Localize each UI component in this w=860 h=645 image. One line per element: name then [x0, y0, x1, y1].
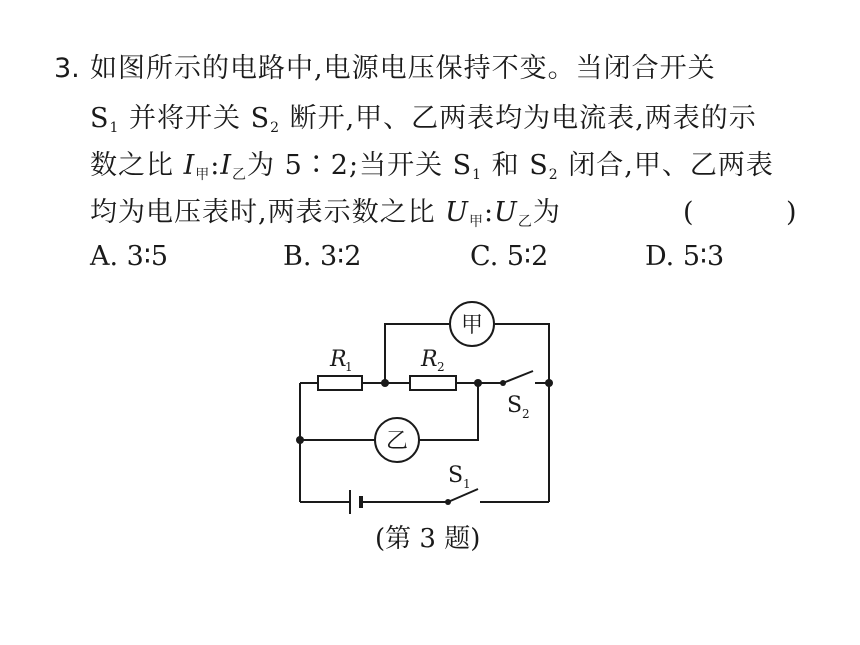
question-number: 3.: [54, 53, 80, 84]
junction-dot: [381, 379, 389, 387]
junction-dot: [474, 379, 482, 387]
wire-top-branch: [385, 324, 449, 383]
junction-dot: [500, 380, 506, 386]
meter-jia-label: 甲: [460, 313, 484, 338]
resistor-r2: [410, 376, 456, 390]
resistor-r2-sub: 2: [437, 360, 445, 374]
question-line-1: 如图所示的电路中,电源电压保持不变。当闭合开关: [90, 53, 716, 84]
switch-s2-label: S: [507, 393, 523, 418]
option-c: C. 5∶2: [470, 241, 549, 272]
switch-s1-label: S: [448, 463, 464, 488]
resistor-r2-label: R: [421, 347, 438, 372]
resistor-r1-label: R: [330, 347, 347, 372]
switch-s1-text: $S_1$: [90, 103, 120, 136]
figure-caption: (第 3 题): [375, 524, 481, 554]
meter-yi-label: 乙: [385, 429, 409, 454]
junction-dot: [545, 379, 553, 387]
junction-dot: [296, 436, 304, 444]
question-line-2: $S_1$ 并将开关 $S_2$ 断开,甲、乙两表均为电流表,两表的示: [90, 103, 757, 136]
question-line-3: 数之比 $I_甲:I_乙$为 5∶2;当开关 $S_1$ 和 $S_2$ 闭合,甲、乙两表: [90, 150, 774, 183]
answer-blank-open: (: [683, 197, 694, 228]
question-line-4: 均为电压表时,两表示数之比 $U_甲:U_乙$为: [90, 197, 561, 230]
option-b: B. 3∶2: [283, 241, 362, 272]
option-a: A. 3∶5: [90, 241, 169, 272]
switch-s2-blade: [503, 371, 533, 383]
resistor-r1-sub: 1: [345, 360, 353, 374]
answer-blank-close: ): [786, 197, 797, 228]
switch-s2-text: $S_2$: [250, 103, 281, 136]
junction-dot: [445, 499, 451, 505]
switch-s2-sub: 2: [522, 407, 530, 421]
switch-s1-sub: 1: [463, 477, 471, 491]
wire-top-branch-right: [495, 324, 549, 383]
option-d: D. 5∶3: [645, 241, 725, 272]
wire-mid-right: [419, 383, 478, 440]
resistor-r1: [318, 376, 362, 390]
